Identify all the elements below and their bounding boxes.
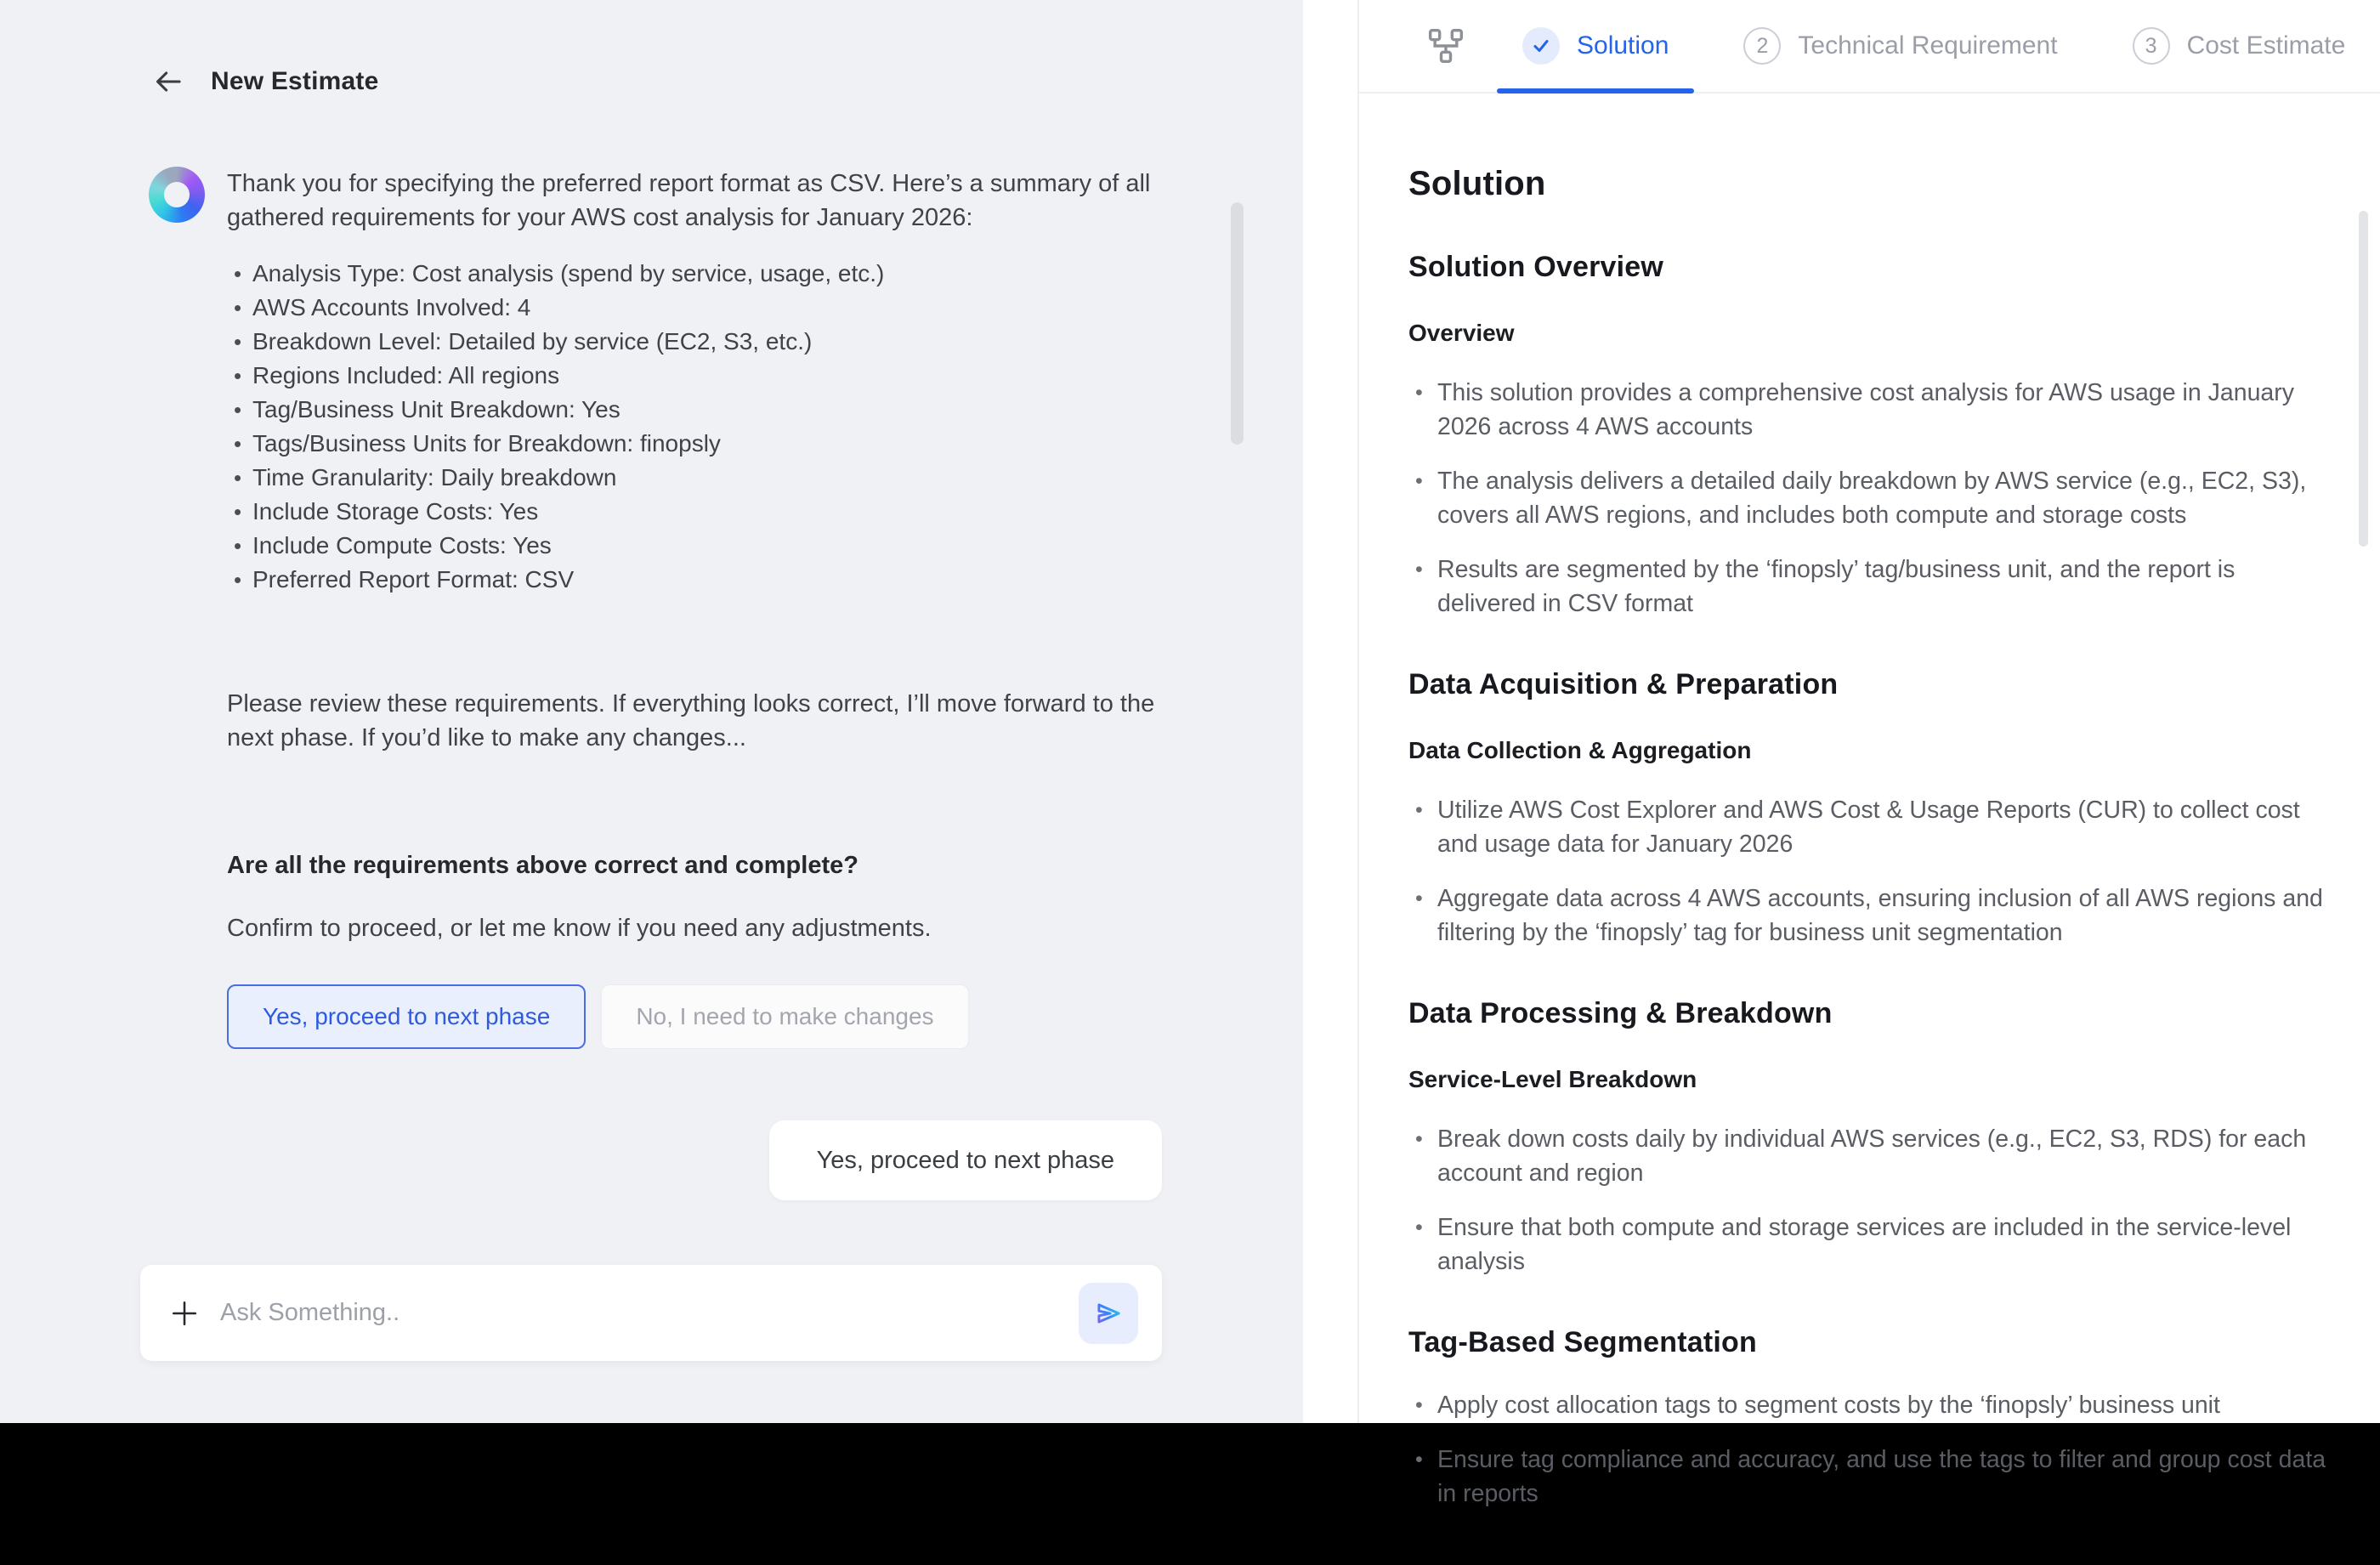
confirm-note-text: Confirm to proceed, or let me know if you need any adjustments.: [227, 915, 932, 942]
requirement-item: • Time Granularity: Daily breakdown: [229, 461, 1165, 495]
bullet-item: • Apply cost allocation tags to segment costs by the ‘finopsly’ business unit: [1408, 1388, 2329, 1422]
bullet-item: • Aggregate data across 4 AWS accounts, ensuring inclusion of all AWS regions and filtering by the ‘finopsly’ tag for business unit segmentation: [1408, 882, 2329, 950]
section-heading: Solution Overview: [1408, 251, 1664, 283]
send-button[interactable]: [1079, 1283, 1138, 1344]
workflow-sitemap-icon[interactable]: [1427, 27, 1465, 65]
bullet-item: • Results are segmented by the ‘finopsly’ tag/business unit, and the report is delivered in CSV format: [1408, 553, 2329, 621]
requirement-item: • Tag/Business Unit Breakdown: Yes: [229, 393, 1165, 427]
step-check-circle: [1522, 27, 1560, 65]
chat-panel: [0, 0, 1303, 1423]
bullet-item: • This solution provides a comprehensive cost analysis for AWS usage in January 2026 across 4 AWS accounts: [1408, 376, 2329, 444]
tabs-bar: [1359, 0, 2380, 94]
user-message-bubble: Yes, proceed to next phase: [769, 1120, 1162, 1200]
section-heading: Tag-Based Segmentation: [1408, 1326, 1757, 1358]
avatar-ring-hole: [164, 182, 190, 207]
page-title: New Estimate: [211, 67, 379, 95]
section-subheading: Data Collection & Aggregation: [1408, 737, 1752, 763]
requirement-item: • Breakdown Level: Detailed by service (EC2, S3, etc.): [229, 325, 1165, 359]
chat-scrollbar-thumb[interactable]: [1231, 202, 1244, 445]
send-icon: [1091, 1296, 1125, 1330]
section-bullets: [1408, 1388, 2329, 1511]
proceed-button[interactable]: Yes, proceed to next phase: [227, 984, 586, 1049]
bullet-item: • The analysis delivers a detailed daily breakdown by AWS service (e.g., EC2, S3), covers all AWS regions, and includes both compute and storage costs: [1408, 464, 2329, 532]
chat-header: [0, 0, 1303, 99]
check-icon: [1531, 36, 1551, 56]
section-heading: Data Acquisition & Preparation: [1408, 668, 1839, 700]
requirements-list: [229, 257, 1165, 597]
section-bullets: [1408, 1122, 2329, 1279]
requirement-item: • Include Compute Costs: Yes: [229, 529, 1165, 563]
plus-icon: [170, 1299, 199, 1328]
assistant-message: [0, 99, 1303, 1049]
bullet-item: • Ensure that both compute and storage services are included in the service-level analysis: [1408, 1211, 2329, 1279]
bullet-item: • Utilize AWS Cost Explorer and AWS Cost & Usage Reports (CUR) to collect cost and usage data for January 2026: [1408, 793, 2329, 861]
solution-content: [1359, 94, 2380, 1565]
message-composer: [140, 1265, 1162, 1361]
arrow-left-icon: [152, 65, 184, 98]
content-title: Solution: [1408, 165, 1546, 202]
panel-scrollbar-thumb[interactable]: [2359, 211, 2368, 547]
assistant-intro-text: Thank you for specifying the preferred report format as CSV. Here’s a summary of all gathered requirements for your AWS cost analysis for January 2026:: [227, 170, 1151, 231]
bullet-item: • Ensure tag compliance and accuracy, and use the tags to filter and group cost data in reports: [1408, 1443, 2329, 1511]
section-bullets: [1408, 793, 2329, 950]
back-button[interactable]: [151, 65, 185, 99]
requirement-item: • Analysis Type: Cost analysis (spend by service, usage, etc.): [229, 257, 1165, 291]
section-bullets: [1408, 376, 2329, 621]
section-heading: Data Processing & Breakdown: [1408, 997, 1833, 1029]
make-changes-button[interactable]: No, I need to make changes: [601, 984, 968, 1049]
requirement-item: • Tags/Business Units for Breakdown: finopsly: [229, 427, 1165, 461]
assistant-avatar-icon: [149, 167, 205, 223]
requirement-item: • Preferred Report Format: CSV: [229, 563, 1165, 597]
requirement-item: • Regions Included: All regions: [229, 359, 1165, 393]
chat-input[interactable]: [220, 1299, 1079, 1327]
tab-label-cost-estimate: Cost Estimate: [2186, 31, 2346, 60]
detail-panel: [1357, 0, 2380, 1507]
assistant-message-content: [227, 167, 1165, 1049]
tab-technical-requirement[interactable]: [1718, 0, 2082, 92]
requirement-item: • AWS Accounts Involved: 4: [229, 291, 1165, 325]
review-note-text: Please review these requirements. If everything looks correct, I’ll move forward to the next phase. If you’d like to make any changes...: [227, 690, 1155, 751]
user-message-row: [0, 1049, 1303, 1200]
quick-reply-actions: [227, 984, 1165, 1049]
tab-label-technical-requirement: Technical Requirement: [1798, 31, 2058, 60]
section-subheading: Service-Level Breakdown: [1408, 1066, 1697, 1092]
confirm-question-text: Are all the requirements above correct and complete?: [227, 852, 858, 879]
step-number-circle: 2: [1743, 27, 1781, 65]
tab-solution[interactable]: [1497, 0, 1694, 92]
tab-label-solution: Solution: [1577, 31, 1669, 60]
panel-gap: [1303, 0, 1357, 1423]
attach-button[interactable]: [167, 1296, 201, 1330]
requirement-item: • Include Storage Costs: Yes: [229, 495, 1165, 529]
tab-cost-estimate[interactable]: [2107, 0, 2372, 92]
step-number-circle: 3: [2133, 27, 2170, 65]
section-subheading: Overview: [1408, 320, 1515, 346]
bullet-item: • Break down costs daily by individual AWS services (e.g., EC2, S3, RDS) for each account and region: [1408, 1122, 2329, 1190]
